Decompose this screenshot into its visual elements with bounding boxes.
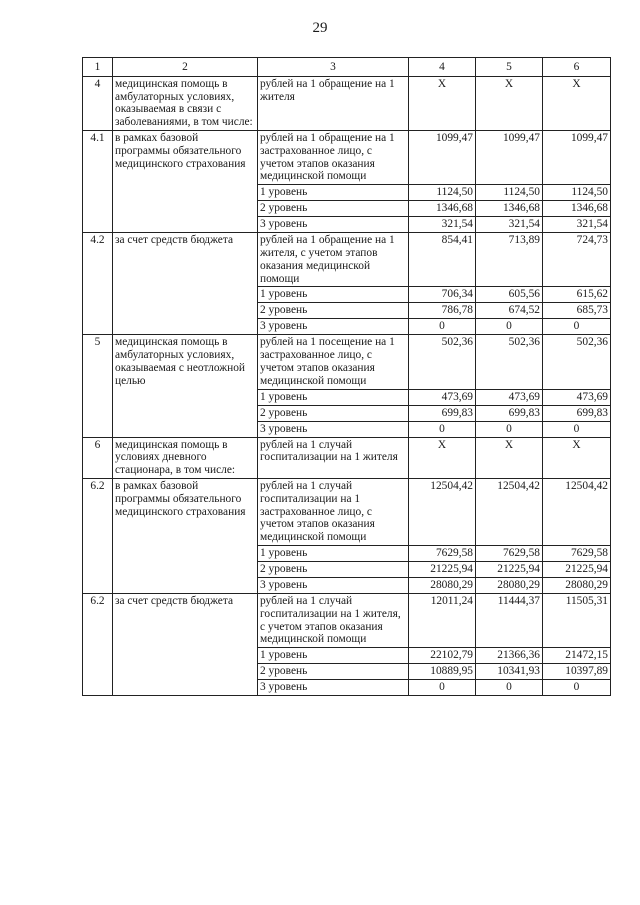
value-cell: 21472,15 (543, 648, 611, 664)
level-label: 3 уровень (258, 577, 409, 593)
value-cell: 28080,29 (543, 577, 611, 593)
row-name: медицинская помощь в амбулаторных условиях, оказываемая с неотложной целью (113, 335, 258, 437)
level-label: 2 уровень (258, 201, 409, 217)
level-label: 1 уровень (258, 389, 409, 405)
row-number: 6.2 (83, 593, 113, 695)
row-name: за счет средств бюджета (113, 593, 258, 695)
value-cell: X (543, 76, 611, 130)
value-cell: 12504,42 (543, 478, 611, 545)
value-cell: 724,73 (543, 233, 611, 287)
table-row (83, 233, 611, 287)
value-cell: 7629,58 (543, 545, 611, 561)
table-row (83, 130, 611, 184)
level-label: 2 уровень (258, 303, 409, 319)
value-cell: 321,54 (476, 217, 543, 233)
value-cell: 0 (476, 319, 543, 335)
value-cell: 502,36 (543, 335, 611, 389)
value-cell: 11444,37 (476, 593, 543, 647)
value-cell: 0 (409, 421, 476, 437)
level-label: 3 уровень (258, 421, 409, 437)
value-cell: 1124,50 (476, 185, 543, 201)
value-cell: 605,56 (476, 287, 543, 303)
column-number-row (83, 58, 611, 77)
value-cell: 1346,68 (476, 201, 543, 217)
row-name: медицинская помощь в амбулаторных условиях, оказываемая в связи с заболеваниями, в том числе: (113, 76, 258, 130)
value-cell: 11505,31 (543, 593, 611, 647)
value-cell: X (476, 437, 543, 478)
row-unit: рублей на 1 посещение на 1 застрахованное лицо, с учетом этапов оказания медицинской помощи (258, 335, 409, 389)
level-label: 1 уровень (258, 648, 409, 664)
value-cell: 12504,42 (409, 478, 476, 545)
value-cell: 0 (543, 319, 611, 335)
table-row (83, 437, 611, 478)
value-cell: 21225,94 (476, 561, 543, 577)
value-cell: 1099,47 (543, 130, 611, 184)
value-cell: 699,83 (409, 405, 476, 421)
level-label: 1 уровень (258, 287, 409, 303)
column-number: 1 (83, 58, 113, 77)
level-label: 2 уровень (258, 664, 409, 680)
value-cell: 713,89 (476, 233, 543, 287)
value-cell: 0 (476, 421, 543, 437)
value-cell: 10397,89 (543, 664, 611, 680)
value-cell: 28080,29 (476, 577, 543, 593)
level-label: 2 уровень (258, 405, 409, 421)
value-cell: 502,36 (476, 335, 543, 389)
value-cell: 674,52 (476, 303, 543, 319)
value-cell: 0 (409, 319, 476, 335)
value-cell: 321,54 (409, 217, 476, 233)
value-cell: 0 (543, 421, 611, 437)
column-number: 3 (258, 58, 409, 77)
row-unit: рублей на 1 случай госпитализации на 1 жителя, с учетом этапов оказания медицинской помощи (258, 593, 409, 647)
value-cell: 706,34 (409, 287, 476, 303)
value-cell: 321,54 (543, 217, 611, 233)
value-cell: 473,69 (476, 389, 543, 405)
row-number: 6.2 (83, 478, 113, 593)
value-cell: 10889,95 (409, 664, 476, 680)
value-cell: 10341,93 (476, 664, 543, 680)
value-cell: 786,78 (409, 303, 476, 319)
row-number: 4 (83, 76, 113, 130)
level-label: 3 уровень (258, 319, 409, 335)
value-cell: 12011,24 (409, 593, 476, 647)
column-number: 6 (543, 58, 611, 77)
value-cell: 7629,58 (476, 545, 543, 561)
page-number: 29 (312, 20, 328, 36)
value-cell: 28080,29 (409, 577, 476, 593)
row-unit: рублей на 1 случай госпитализации на 1 застрахованное лицо, с учетом этапов оказания медицинской помощи (258, 478, 409, 545)
column-number: 4 (409, 58, 476, 77)
value-cell: 21225,94 (409, 561, 476, 577)
value-cell: 0 (409, 680, 476, 696)
table-row (83, 478, 611, 545)
table-row (83, 593, 611, 647)
value-cell: 1346,68 (409, 201, 476, 217)
value-cell: 12504,42 (476, 478, 543, 545)
column-number: 5 (476, 58, 543, 77)
row-number: 5 (83, 335, 113, 437)
row-number: 6 (83, 437, 113, 478)
value-cell: X (543, 437, 611, 478)
value-cell: 685,73 (543, 303, 611, 319)
value-cell: 21225,94 (543, 561, 611, 577)
level-label: 1 уровень (258, 185, 409, 201)
value-cell: 854,41 (409, 233, 476, 287)
value-cell: 1124,50 (409, 185, 476, 201)
value-cell: 699,83 (476, 405, 543, 421)
value-cell: 1099,47 (476, 130, 543, 184)
row-number: 4.2 (83, 233, 113, 335)
value-cell: 1099,47 (409, 130, 476, 184)
row-unit: рублей на 1 случай госпитализации на 1 жителя (258, 437, 409, 478)
level-label: 2 уровень (258, 561, 409, 577)
value-cell: 473,69 (409, 389, 476, 405)
value-cell: 502,36 (409, 335, 476, 389)
value-cell: X (476, 76, 543, 130)
value-cell: 615,62 (543, 287, 611, 303)
value-cell: X (409, 437, 476, 478)
table-row (83, 76, 611, 130)
value-cell: 21366,36 (476, 648, 543, 664)
level-label: 1 уровень (258, 545, 409, 561)
row-name: в рамках базовой программы обязательного медицинского страхования (113, 130, 258, 232)
value-cell: 699,83 (543, 405, 611, 421)
level-label: 3 уровень (258, 680, 409, 696)
row-number: 4.1 (83, 130, 113, 232)
tariff-table (82, 57, 611, 696)
level-label: 3 уровень (258, 217, 409, 233)
value-cell: 1346,68 (543, 201, 611, 217)
value-cell: X (409, 76, 476, 130)
row-unit: рублей на 1 обращение на 1 застрахованное лицо, с учетом этапов оказания медицинской помощи (258, 130, 409, 184)
row-unit: рублей на 1 обращение на 1 жителя (258, 76, 409, 130)
row-unit: рублей на 1 обращение на 1 жителя, с учетом этапов оказания медицинской помощи (258, 233, 409, 287)
value-cell: 0 (476, 680, 543, 696)
column-number: 2 (113, 58, 258, 77)
value-cell: 22102,79 (409, 648, 476, 664)
value-cell: 0 (543, 680, 611, 696)
row-name: медицинская помощь в условиях дневного стационара, в том числе: (113, 437, 258, 478)
value-cell: 473,69 (543, 389, 611, 405)
row-name: в рамках базовой программы обязательного медицинского страхования (113, 478, 258, 593)
table-row (83, 335, 611, 389)
value-cell: 1124,50 (543, 185, 611, 201)
row-name: за счет средств бюджета (113, 233, 258, 335)
value-cell: 7629,58 (409, 545, 476, 561)
